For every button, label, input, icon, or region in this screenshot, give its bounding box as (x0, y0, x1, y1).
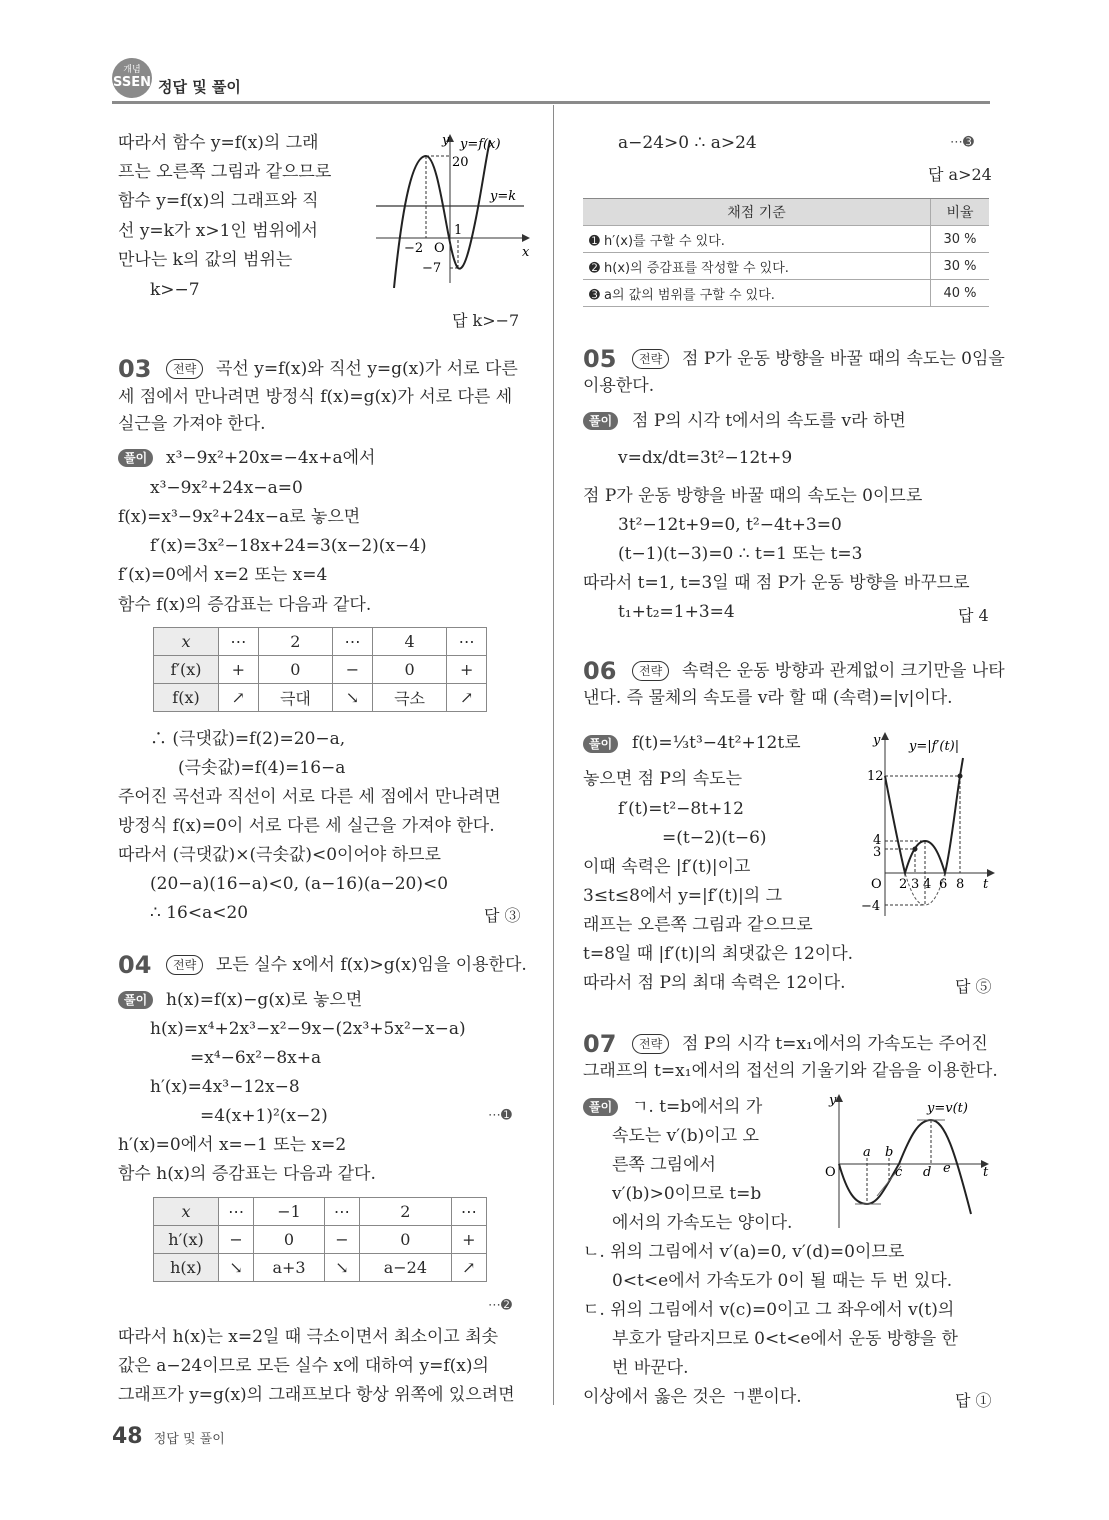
solution-line: 0<t<e에서 가속도가 0이 될 때는 두 번 있다. (612, 1271, 953, 1291)
table-cell: 0 (360, 1226, 452, 1254)
intro-line: 선 y=k가 x>1인 범위에서 (118, 221, 318, 241)
problem-number: 04 (118, 951, 152, 979)
table-cell: a−24 (360, 1254, 452, 1282)
logo-top: 개념 (123, 65, 141, 75)
solution-line: 른쪽 그림에서 (612, 1155, 716, 1175)
graph-f-label: O (434, 241, 445, 256)
strategy-text: 모든 실수 x에서 f(x)>g(x)임을 이용한다. (216, 955, 527, 975)
table-cell: ⋯ (447, 628, 487, 656)
table-cell: ↗ (447, 684, 487, 712)
solution-line: f(x)=x³−9x²+24x−a로 놓으면 (118, 507, 361, 527)
graph-speed-t: t (983, 877, 989, 892)
graph-speed-y: y (873, 733, 881, 748)
solution-line: (20−a)(16−a)<0, (a−16)(a−20)<0 (150, 874, 449, 894)
solution-line: ㄴ. 위의 그림에서 v′(a)=0, v′(d)=0이므로 (583, 1242, 905, 1262)
solution-line: x³−9x²+20x=−4x+a에서 (166, 448, 376, 468)
graph-velocity-label: b (885, 1145, 894, 1160)
table-cell: + (451, 1226, 486, 1254)
solution-line: 점 P가 운동 방향을 바꿀 때의 속도는 0이므로 (583, 486, 923, 506)
solution-line: 따라서 h(x)는 x=2일 때 극소이면서 최소이고 최솟 (118, 1327, 499, 1347)
intro-line: 따라서 함수 y=f(x)의 그래 (118, 133, 319, 153)
solution-line: 점 P의 시각 t에서의 속도를 v라 하면 (632, 411, 906, 431)
problem-number: 06 (583, 657, 617, 685)
table-cell: ↘ (219, 1254, 254, 1282)
solution-line: 따라서 (극댓값)×(극솟값)<0이어야 하므로 (118, 845, 441, 865)
table-cell: ⋯ (324, 1198, 359, 1226)
graph-f-line: y=k (490, 189, 517, 204)
solution-line: ㄱ. t=b에서의 가 (632, 1097, 763, 1117)
x-arrow-icon (522, 234, 530, 242)
graph-velocity-label: d (923, 1165, 932, 1180)
graph-speed (855, 728, 995, 918)
solution-line: f(t)=⅓t³−4t²+12t로 (632, 733, 801, 753)
solution-line: x³−9x²+24x−a=0 (150, 478, 303, 498)
table-cell: − (333, 656, 373, 684)
criteria-item: ➋ h(x)의 증감표를 작성할 수 있다. (583, 253, 931, 280)
solution-line: 함수 h(x)의 증감표는 다음과 같다. (118, 1164, 376, 1184)
strategy-text: 속력은 운동 방향과 관계없이 크기만을 나타 (682, 661, 1005, 681)
strategy-tag: 전략 (632, 349, 669, 369)
graph-speed-label: 3 (911, 877, 920, 892)
criteria-ratio: 30 % (931, 226, 990, 253)
solution-tag: 풀이 (118, 991, 153, 1009)
column-divider (553, 105, 554, 1405)
solution-line: 이때 속력은 |f′(t)|이고 (583, 857, 751, 877)
mark-3: ⋯➌ (950, 135, 974, 150)
strategy-tag: 전략 (166, 359, 203, 379)
strategy-text: 그래프의 t=x₁에서의 접선의 기울기와 같음을 이용한다. (583, 1061, 998, 1081)
solution-line: (극솟값)=f(4)=16−a (178, 758, 346, 778)
table-cell: 극소 (372, 684, 446, 712)
solution-line: 3≤t≤8에서 y=|f′(t)|의 그 (583, 886, 782, 906)
table-cell: h′(x) (154, 1226, 219, 1254)
table-cell: ↘ (324, 1254, 359, 1282)
answer: 답 ① (955, 1391, 992, 1410)
solution-tag: 풀이 (583, 412, 618, 430)
criteria-ratio: 30 % (931, 253, 990, 280)
answer: 답 4 (958, 606, 989, 625)
table-cell: a+3 (254, 1254, 325, 1282)
table-cell: ⋯ (333, 628, 373, 656)
criteria-ratio: 40 % (931, 280, 990, 307)
footer (112, 1424, 225, 1449)
solution-line: =4(x+1)²(x−2) (200, 1106, 328, 1126)
table-cell: 2 (360, 1198, 452, 1226)
table-cell: ↗ (451, 1254, 486, 1282)
graph-f (372, 128, 532, 288)
solution-line: 속도는 v′(b)이고 오 (612, 1126, 759, 1146)
solution-line: h(x)=x⁴+2x³−x²−9x−(2x³+5x²−x−a) (150, 1019, 466, 1039)
header-rule (112, 101, 990, 104)
graph-velocity-label: e (943, 1161, 951, 1176)
solution-line: 함수 f(x)의 증감표는 다음과 같다. (118, 595, 372, 615)
table-cell: ↗ (219, 684, 259, 712)
graph-f-x: x (522, 245, 530, 260)
solution-line: =(t−2)(t−6) (662, 828, 767, 848)
solution-line: h′(x)=0에서 x=−1 또는 x=2 (118, 1135, 347, 1155)
graph-speed-label: 8 (956, 877, 965, 892)
strategy-text: 점 P의 시각 t=x₁에서의 가속도는 주어진 (682, 1034, 988, 1054)
table-cell: − (219, 1226, 254, 1254)
solution-line: 놓으면 점 P의 속도는 (583, 769, 743, 789)
strategy-tag: 전략 (632, 661, 669, 681)
solution-tag: 풀이 (583, 735, 618, 753)
graph-f-curve: y=f(x) (460, 137, 501, 152)
intro-line: 프는 오른쪽 그림과 같으므로 (118, 162, 332, 182)
footer-label: 정답 및 풀이 (153, 1432, 225, 1447)
table-cell: 0 (254, 1226, 325, 1254)
table-cell: 4 (372, 628, 446, 656)
solution-line: =x⁴−6x²−8x+a (190, 1048, 322, 1068)
graph-velocity-label: O (825, 1165, 836, 1180)
criteria-item: ➌ a의 값의 범위를 구할 수 있다. (583, 280, 931, 307)
criteria-head: 채점 기준 (583, 199, 931, 226)
graph-speed-label: −4 (861, 899, 881, 914)
page-number: 48 (112, 1424, 143, 1449)
logo (112, 58, 152, 98)
table-cell: 0 (372, 656, 446, 684)
solution-line: h(x)=f(x)−g(x)로 놓으면 (166, 990, 363, 1010)
solution-line: 3t²−12t+9=0, t²−4t+3=0 (618, 515, 842, 535)
graph-speed-label: 6 (939, 877, 948, 892)
graph-speed-label: 4 (923, 877, 932, 892)
solution-line: f′(x)=3x²−18x+24=3(x−2)(x−4) (150, 536, 427, 556)
solution-line: ∴ (극댓값)=f(2)=20−a, (150, 729, 346, 749)
intro-line: 만나는 k의 값의 범위는 (118, 250, 293, 270)
intro-answer: 답 k>−7 (452, 311, 520, 330)
table-cell: 극대 (258, 684, 332, 712)
table-cell: x (154, 628, 219, 656)
graph-speed-label: O (871, 877, 882, 892)
solution-line: h′(x)=4x³−12x−8 (150, 1077, 300, 1097)
strategy-text: 점 P가 운동 방향을 바꿀 때의 속도는 0임을 (682, 349, 1005, 369)
strategy-text: 이용한다. (583, 376, 655, 396)
solution-line: 래프는 오른쪽 그림과 같으므로 (583, 915, 813, 935)
table-cell: f′(x) (154, 656, 219, 684)
logo-bottom: SSEN (113, 75, 151, 90)
strategy-text: 세 점에서 만나려면 방정식 f(x)=g(x)가 서로 다른 세 (118, 387, 513, 407)
solution-line: ∴ 16<a<20 (150, 903, 249, 923)
solution-line: v′(b)>0이므로 t=b (612, 1184, 762, 1204)
graph-velocity-t: t (983, 1165, 989, 1180)
solution-line: 주어진 곡선과 직선이 서로 다른 세 점에서 만나려면 (118, 787, 501, 807)
strategy-text: 곡선 y=f(x)와 직선 y=g(x)가 서로 다른 (216, 359, 518, 379)
table-cell: ⋯ (219, 1198, 254, 1226)
header-title: 정답 및 풀이 (158, 78, 241, 96)
problem-number: 03 (118, 355, 152, 383)
solution-line: ㄷ. 위의 그림에서 v(c)=0이고 그 좌우에서 v(t)의 (583, 1300, 955, 1320)
solution-line: 부호가 달라지므로 0<t<e에서 운동 방향을 한 (612, 1329, 958, 1349)
solution-line: 이상에서 옳은 것은 ㄱ뿐이다. (583, 1387, 802, 1407)
increase-table-h (153, 1197, 487, 1282)
solution-tag: 풀이 (583, 1098, 618, 1116)
solution-line: 번 바꾼다. (612, 1358, 689, 1378)
table-cell: − (324, 1226, 359, 1254)
table-cell: f(x) (154, 684, 219, 712)
table-cell: ↘ (333, 684, 373, 712)
graph-velocity (815, 1092, 995, 1232)
solution-line: v=dx/dt=3t²−12t+9 (618, 448, 793, 468)
table-cell: h(x) (154, 1254, 219, 1282)
solution-line: 따라서 점 P의 최대 속력은 12이다. (583, 973, 846, 993)
graph-speed-label: 2 (899, 877, 908, 892)
solution-line: t₁+t₂=1+3=4 (618, 602, 735, 622)
graph-f-label: 1 (454, 223, 463, 238)
table-cell: + (219, 656, 259, 684)
graph-f-label: −7 (422, 261, 442, 276)
strategy-tag: 전략 (166, 955, 203, 975)
solution-line: 따라서 t=1, t=3일 때 점 P가 운동 방향을 바꾸므로 (583, 573, 970, 593)
table-cell: ⋯ (219, 628, 259, 656)
criteria-item: ➊ h′(x)를 구할 수 있다. (583, 226, 931, 253)
graph-speed-label: 12 (867, 769, 884, 784)
table-cell: ⋯ (451, 1198, 486, 1226)
graph-velocity-label: a (863, 1145, 871, 1160)
mark-1: ⋯➊ (488, 1108, 512, 1123)
strategy-text: 낸다. 즉 물체의 속도를 v라 할 때 (속력)=|v|이다. (583, 688, 953, 708)
solution-line: f′(x)=0에서 x=2 또는 x=4 (118, 565, 328, 585)
solution-line: a−24>0 ∴ a>24 (618, 133, 757, 153)
solution-line: 방정식 f(x)=0이 서로 다른 세 실근을 가져야 한다. (118, 816, 495, 836)
graph-speed-label: 4 (873, 833, 882, 848)
table-cell: 2 (258, 628, 332, 656)
solution-line: 에서의 가속도는 양이다. (612, 1213, 793, 1233)
solution-line: 값은 a−24이므로 모든 실수 x에 대하여 y=f(x)의 (118, 1356, 489, 1376)
table-cell: −1 (254, 1198, 325, 1226)
increase-table-f (153, 627, 487, 712)
problem-number: 05 (583, 345, 617, 373)
table-cell: x (154, 1198, 219, 1226)
graph-f-label: −2 (404, 241, 424, 256)
solution-line: 그래프가 y=g(x)의 그래프보다 항상 위쪽에 있으려면 (118, 1385, 515, 1405)
criteria-head: 비율 (931, 199, 990, 226)
strategy-text: 실근을 가져야 한다. (118, 414, 266, 434)
answer: 답 a>24 (928, 165, 992, 184)
graph-velocity-label: c (895, 1165, 903, 1180)
intro-line: 함수 y=f(x)의 그래프와 직 (118, 191, 319, 211)
graph-f-label: 20 (452, 155, 469, 170)
table-cell: + (447, 656, 487, 684)
answer: 답 ⑤ (955, 977, 992, 996)
answer: 답 ③ (484, 906, 521, 925)
solution-tag: 풀이 (118, 449, 153, 467)
solution-line: t=8일 때 |f′(t)|의 최댓값은 12이다. (583, 944, 854, 964)
solution-line: f′(t)=t²−8t+12 (618, 799, 744, 819)
mark-2: ⋯➋ (488, 1298, 512, 1313)
scoring-criteria-table (583, 198, 989, 307)
strategy-tag: 전략 (632, 1034, 669, 1054)
graph-speed-label: 3 (873, 845, 882, 860)
y-arrow-icon (881, 732, 889, 740)
intro-line: k>−7 (150, 280, 200, 300)
graph-velocity-y: y (829, 1093, 837, 1108)
table-cell: 0 (258, 656, 332, 684)
t-arrow-icon (987, 869, 995, 877)
graph-f-y: y (442, 133, 450, 148)
problem-number: 07 (583, 1030, 617, 1058)
graph-velocity-curve: y=v(t) (927, 1101, 968, 1116)
header (0, 0, 1109, 110)
solution-line: (t−1)(t−3)=0 ∴ t=1 또는 t=3 (618, 544, 863, 564)
graph-speed-curve: y=|f′(t)| (909, 739, 960, 754)
